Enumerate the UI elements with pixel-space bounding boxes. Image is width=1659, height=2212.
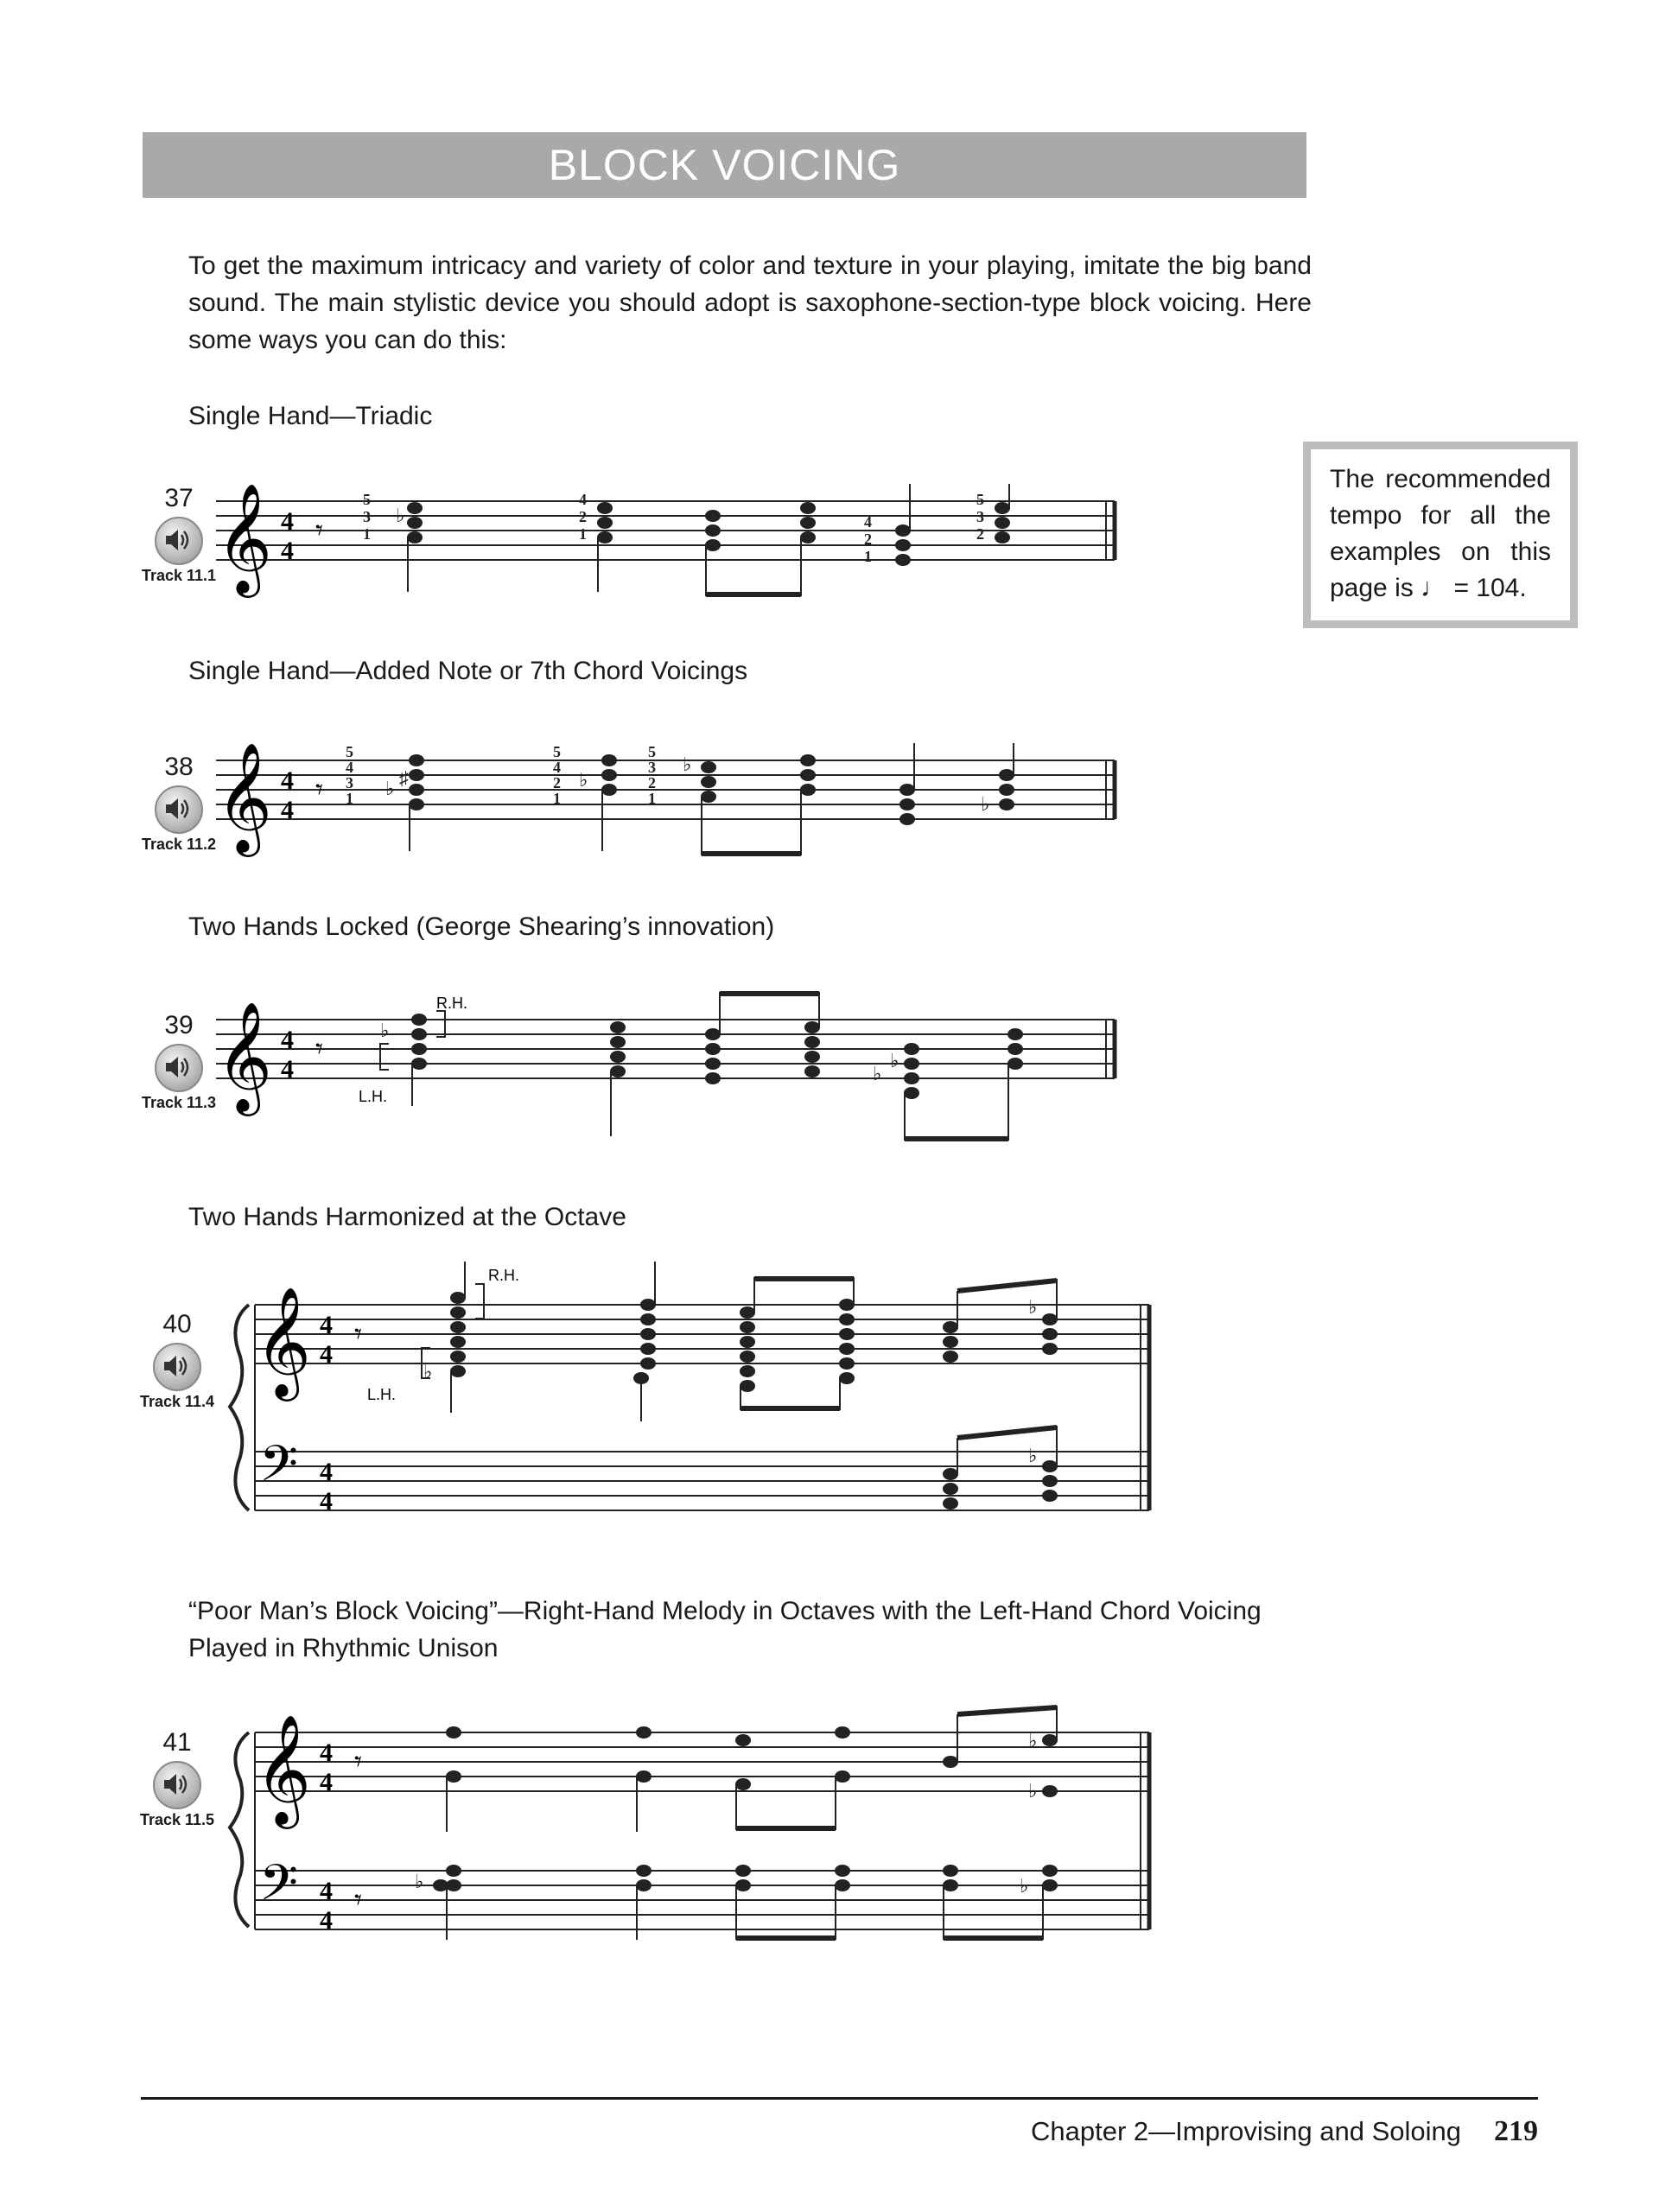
tempo-note-box bbox=[1303, 442, 1578, 628]
example-number: 38 bbox=[164, 753, 194, 781]
lh-label: L.H. bbox=[367, 1386, 397, 1403]
treble-octaves bbox=[446, 1706, 1058, 1832]
fingering: 3 bbox=[363, 508, 371, 525]
chord-group-4 bbox=[873, 1028, 1023, 1141]
quarter-note-icon: ♩ bbox=[1421, 574, 1447, 602]
flat-icon: ♭ bbox=[579, 769, 588, 791]
treble-clef-icon: 𝄞 bbox=[216, 484, 273, 593]
fingering: 2 bbox=[976, 525, 984, 543]
track-label: Track 11.3 bbox=[141, 1094, 217, 1111]
chapter-title: Chapter 2—Improvising and Soloing bbox=[1031, 2116, 1461, 2146]
time-sig-bottom: 4 bbox=[320, 1906, 333, 1935]
flat-icon: ♭ bbox=[423, 1361, 433, 1382]
staff-example-39 bbox=[216, 976, 1123, 1149]
bass-chords bbox=[415, 1865, 1058, 1940]
flat-icon: ♭ bbox=[415, 1871, 424, 1892]
treble-clef-icon: 𝄞 bbox=[255, 1286, 312, 1396]
flat-icon: ♭ bbox=[873, 1063, 882, 1084]
section-heading-added-note: Single Hand—Added Note or 7th Chord Voicings bbox=[188, 657, 748, 685]
treble-clef-icon: 𝄞 bbox=[255, 1713, 312, 1824]
chord-group-1 bbox=[422, 1262, 484, 1413]
fingering: 4 bbox=[346, 759, 353, 776]
chord-group-2 bbox=[579, 754, 617, 851]
fingering: 4 bbox=[579, 491, 587, 508]
example-number: 39 bbox=[164, 1011, 194, 1039]
section-heading-poor-mans: “Poor Man’s Block Voicing”—Right-Hand Melody in Octaves with the Left-Hand Chord Voicing Played in Rhythmic Unison bbox=[188, 1597, 1262, 1662]
time-sig-top: 4 bbox=[320, 1311, 333, 1339]
fingering: 2 bbox=[648, 774, 656, 791]
fingering: 3 bbox=[346, 774, 353, 791]
flat-icon: ♭ bbox=[1020, 1875, 1029, 1897]
fingering: 1 bbox=[864, 548, 872, 565]
tempo-line-4 bbox=[1330, 570, 1551, 607]
flat-icon: ♭ bbox=[890, 1050, 899, 1071]
flat-icon: ♭ bbox=[380, 1020, 390, 1041]
chord-group-4 bbox=[895, 484, 1010, 566]
fingering: 2 bbox=[553, 774, 561, 791]
flat-icon: ♭ bbox=[396, 505, 405, 526]
example-38-label bbox=[131, 753, 226, 854]
flat-icon: ♭ bbox=[683, 753, 692, 775]
track-label: Track 11.1 bbox=[141, 567, 217, 584]
section-heading-two-hands-locked: Two Hands Locked (George Shearing’s innovation) bbox=[188, 912, 775, 941]
eighth-rest-icon: 𝄾 bbox=[315, 772, 324, 807]
fingering: 4 bbox=[553, 759, 561, 776]
time-sig-bottom: 4 bbox=[320, 1340, 333, 1369]
page-number: 219 bbox=[1494, 2115, 1538, 2147]
example-number: 37 bbox=[164, 484, 194, 512]
chord-group-3 bbox=[705, 992, 820, 1084]
tempo-prefix: page is bbox=[1330, 574, 1414, 602]
time-sig-top: 4 bbox=[320, 1877, 333, 1905]
rh-label: R.H. bbox=[436, 995, 467, 1012]
fingering: 2 bbox=[864, 531, 872, 548]
flat-icon: ♭ bbox=[385, 778, 395, 799]
eighth-rest-icon: 𝄾 bbox=[315, 1032, 324, 1066]
fingering: 5 bbox=[976, 491, 984, 508]
fingering: 5 bbox=[346, 743, 353, 760]
eighth-rest-icon: 𝄾 bbox=[354, 1883, 363, 1917]
flat-icon: ♭ bbox=[1028, 1730, 1038, 1751]
bass-clef-icon: 𝄢 bbox=[259, 1434, 299, 1505]
tempo-line-2: tempo for all the bbox=[1330, 501, 1551, 530]
staff-example-38 bbox=[216, 743, 1123, 864]
tempo-line-3: examples on this bbox=[1330, 537, 1551, 566]
brace-icon bbox=[230, 1305, 249, 1510]
grand-staff-example-40 bbox=[207, 1262, 1158, 1547]
eighth-rest-icon: 𝄾 bbox=[354, 1745, 363, 1779]
fingering: 5 bbox=[648, 743, 656, 760]
chord-group-2 bbox=[633, 1262, 656, 1421]
time-sig-top: 4 bbox=[281, 1026, 294, 1054]
lh-label: L.H. bbox=[359, 1088, 388, 1105]
fingering: 2 bbox=[579, 508, 587, 525]
fingering: 1 bbox=[648, 790, 656, 807]
example-37-label bbox=[131, 484, 226, 585]
section-heading-harmonized-octave: Two Hands Harmonized at the Octave bbox=[188, 1203, 626, 1231]
time-sig-top: 4 bbox=[281, 507, 294, 536]
staff-example-37 bbox=[216, 484, 1123, 605]
time-sig-top: 4 bbox=[320, 1738, 333, 1767]
speaker-icon[interactable] bbox=[155, 1044, 203, 1092]
rh-label: R.H. bbox=[488, 1267, 519, 1284]
page-footer bbox=[1031, 2115, 1538, 2148]
track-label: Track 11.2 bbox=[141, 836, 217, 853]
speaker-icon[interactable] bbox=[153, 1761, 201, 1809]
time-sig-bottom: 4 bbox=[281, 1055, 294, 1084]
treble-clef-icon: 𝄞 bbox=[216, 743, 273, 852]
flat-icon: ♭ bbox=[1028, 1445, 1038, 1466]
sharp-icon: ♯ bbox=[399, 767, 409, 789]
chord-group-4 bbox=[943, 1279, 1058, 1363]
example-39-label bbox=[131, 1011, 226, 1112]
time-sig-top: 4 bbox=[281, 766, 294, 795]
eighth-rest-icon: 𝄾 bbox=[315, 513, 324, 548]
tempo-line-1: The recommended bbox=[1330, 465, 1551, 493]
example-number: 40 bbox=[162, 1310, 192, 1338]
tempo-value: = 104. bbox=[1453, 574, 1527, 602]
bass-chord-group bbox=[943, 1426, 1058, 1510]
page-title-bar bbox=[143, 132, 1306, 198]
flat-icon: ♭ bbox=[1028, 1296, 1038, 1318]
grand-staff-example-41 bbox=[207, 1694, 1158, 1961]
track-label: Track 11.5 bbox=[139, 1811, 215, 1828]
flat-icon: ♭ bbox=[1028, 1780, 1038, 1802]
chord-group-1 bbox=[380, 1011, 445, 1106]
speaker-icon[interactable] bbox=[153, 1343, 201, 1391]
fingering: 3 bbox=[648, 759, 656, 776]
chord-group-1 bbox=[385, 754, 424, 851]
chord-group-4 bbox=[899, 743, 1014, 825]
fingering: 5 bbox=[363, 491, 371, 508]
time-sig-bottom: 4 bbox=[281, 537, 294, 565]
section-heading-triadic: Single Hand—Triadic bbox=[188, 402, 433, 430]
treble-clef-icon: 𝄞 bbox=[216, 1001, 273, 1111]
fingering: 1 bbox=[363, 525, 371, 543]
fingering: 1 bbox=[553, 790, 561, 807]
time-sig-bottom: 4 bbox=[281, 796, 294, 824]
brace-icon bbox=[230, 1732, 249, 1927]
intro-paragraph: To get the maximum intricacy and variety of color and texture in your playing, imitate the big band sound. The main stylistic device you should adopt is saxophone-section-type block voicing. Here some ways you can do this: bbox=[188, 251, 1312, 354]
fingering: 4 bbox=[864, 513, 872, 531]
fingering: 3 bbox=[976, 508, 984, 525]
speaker-icon[interactable] bbox=[155, 785, 203, 834]
time-sig-bottom: 4 bbox=[320, 1487, 333, 1516]
flat-icon: ♭ bbox=[981, 793, 990, 815]
page-title: BLOCK VOICING bbox=[548, 141, 901, 189]
track-label: Track 11.4 bbox=[139, 1393, 215, 1410]
example-number: 41 bbox=[162, 1728, 192, 1757]
fingering: 5 bbox=[553, 743, 561, 760]
chord-group-3 bbox=[740, 1277, 855, 1410]
fingering: 1 bbox=[579, 525, 587, 543]
time-sig-top: 4 bbox=[320, 1458, 333, 1486]
fingering: 1 bbox=[346, 790, 353, 807]
time-sig-bottom: 4 bbox=[320, 1768, 333, 1796]
speaker-icon[interactable] bbox=[155, 517, 203, 565]
eighth-rest-icon: 𝄾 bbox=[354, 1317, 363, 1351]
footer-rule bbox=[141, 2097, 1538, 2100]
bass-clef-icon: 𝄢 bbox=[259, 1853, 299, 1924]
